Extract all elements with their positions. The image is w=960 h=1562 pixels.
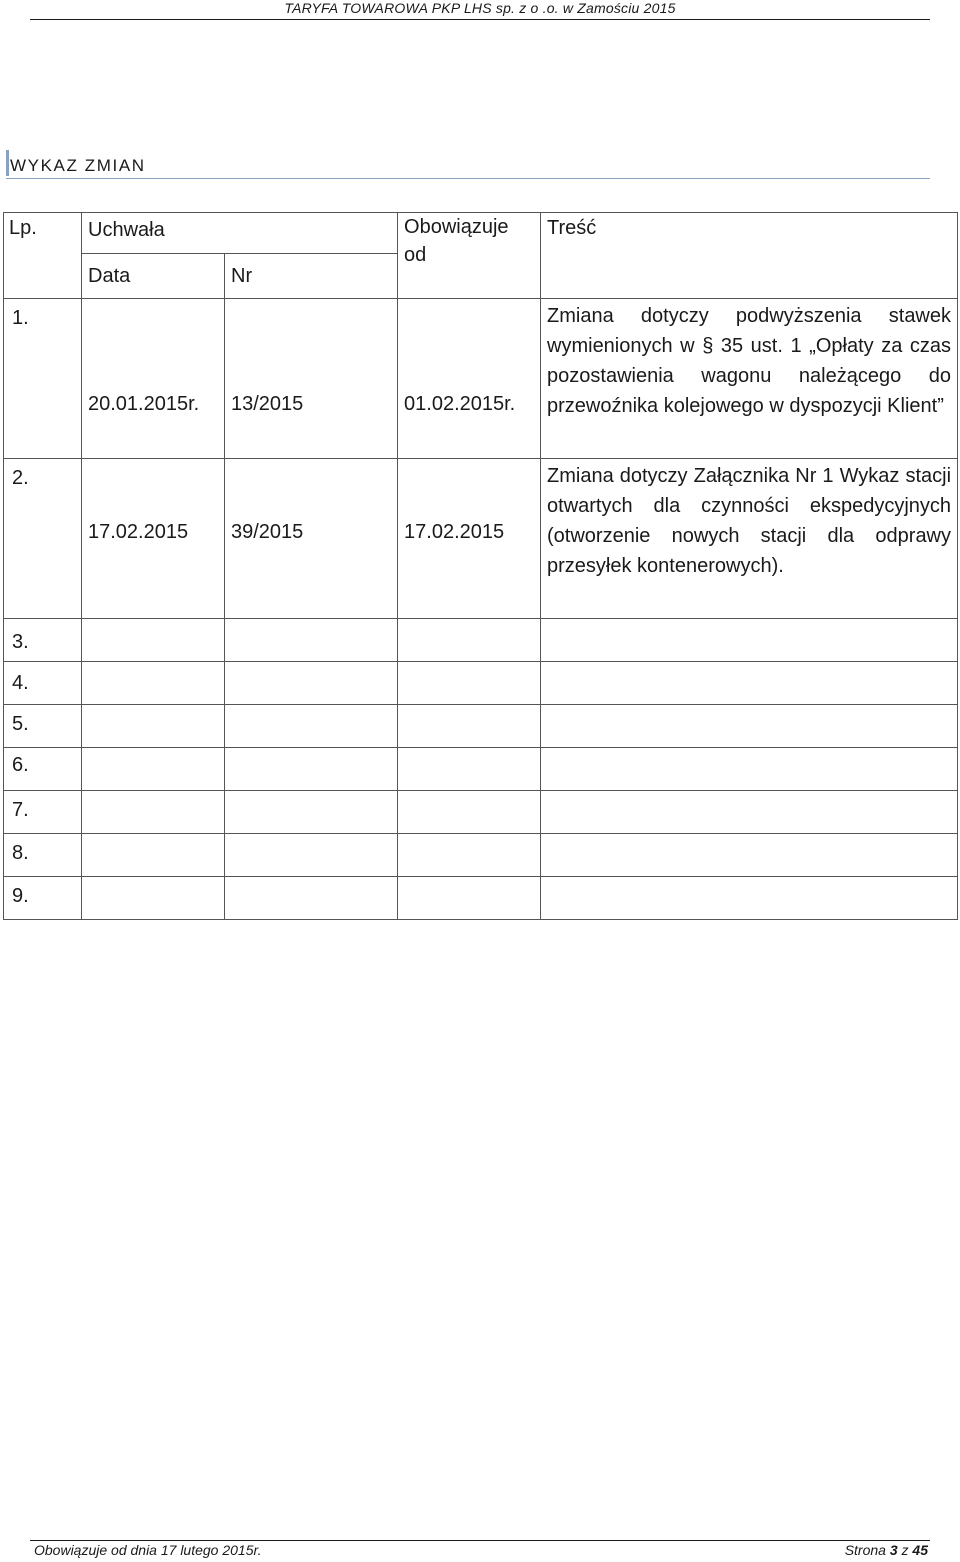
row-data — [82, 662, 225, 705]
row-nr — [225, 705, 398, 748]
row-lp: 4. — [4, 662, 82, 705]
row-tresc: Zmiana dotyczy podwyższenia stawek wymienionych w § 35 ust. 1 „Opłaty za czas pozostawienia wagonu należącego do przewoźnika kolejowego w dyspozycji Klient” — [541, 299, 958, 459]
row-tresc — [541, 662, 958, 705]
row-obowiazuje — [398, 877, 541, 920]
header-data: Data — [82, 254, 225, 298]
row-data — [82, 748, 225, 791]
page-total: 45 — [912, 1542, 928, 1558]
row-obowiazuje — [398, 791, 541, 834]
row-obowiazuje — [398, 662, 541, 705]
header-rule — [30, 19, 930, 20]
row-data — [82, 705, 225, 748]
header-uchwala-group — [82, 213, 398, 299]
page-sep: z — [901, 1542, 909, 1558]
table-row — [4, 299, 958, 459]
row-nr — [225, 877, 398, 920]
row-data — [82, 877, 225, 920]
section-heading-bar — [6, 150, 9, 176]
row-data: 17.02.2015 — [82, 459, 225, 619]
changes-table — [3, 212, 958, 920]
table-row — [4, 619, 958, 662]
table-row — [4, 662, 958, 705]
footer-effective-date: Obowiązuje od dnia 17 lutego 2015r. — [34, 1542, 262, 1558]
table-header-row — [4, 213, 958, 299]
row-tresc: Zmiana dotyczy Załącznika Nr 1 Wykaz stacji otwartych dla czynności ekspedycyjnych (otworzenie nowych stacji dla odprawy przesyłek kontenerowych). — [541, 459, 958, 619]
row-data — [82, 834, 225, 877]
row-nr — [225, 834, 398, 877]
row-tresc — [541, 619, 958, 662]
header-nr: Nr — [231, 265, 253, 287]
header-obowiazuje: Obowiązuje od — [398, 213, 541, 299]
running-header — [0, 0, 960, 16]
running-header-title: TARYFA TOWAROWA PKP LHS sp. z o .o. w Zamościu 2015 — [284, 0, 676, 16]
header-uchwala: Uchwała — [82, 213, 397, 254]
row-nr: 39/2015 — [225, 459, 398, 619]
footer-rule — [30, 1540, 930, 1541]
row-data: 20.01.2015r. — [82, 299, 225, 459]
footer-page-number — [845, 1542, 928, 1558]
row-tresc — [541, 705, 958, 748]
row-tresc — [541, 834, 958, 877]
row-data — [82, 791, 225, 834]
row-nr — [225, 791, 398, 834]
header-lp: Lp. — [4, 213, 82, 299]
row-obowiazuje — [398, 748, 541, 791]
section-heading — [6, 148, 930, 179]
section-heading-text: WYKAZ ZMIAN — [10, 156, 146, 175]
table-row — [4, 705, 958, 748]
row-data — [82, 619, 225, 662]
row-obowiazuje — [398, 619, 541, 662]
row-lp: 1. — [4, 299, 82, 459]
header-tresc: Treść — [541, 213, 958, 299]
row-obowiazuje: 01.02.2015r. — [398, 299, 541, 459]
header-uchwala-sub — [82, 254, 397, 298]
table-row — [4, 791, 958, 834]
page-prefix: Strona — [844, 1542, 886, 1558]
row-nr — [225, 662, 398, 705]
row-obowiazuje — [398, 705, 541, 748]
row-lp: 3. — [4, 619, 82, 662]
row-lp: 2. — [4, 459, 82, 619]
row-tresc — [541, 748, 958, 791]
row-obowiazuje — [398, 834, 541, 877]
table-row — [4, 748, 958, 791]
table-row — [4, 834, 958, 877]
row-nr — [225, 619, 398, 662]
row-nr — [225, 748, 398, 791]
row-tresc — [541, 791, 958, 834]
row-lp: 7. — [4, 791, 82, 834]
table-row — [4, 459, 958, 619]
page-current: 3 — [889, 1542, 898, 1558]
row-obowiazuje: 17.02.2015 — [398, 459, 541, 619]
row-lp: 5. — [4, 705, 82, 748]
row-tresc — [541, 877, 958, 920]
row-lp: 6. — [4, 748, 82, 791]
row-nr: 13/2015 — [225, 299, 398, 459]
row-lp: 9. — [4, 877, 82, 920]
row-lp: 8. — [4, 834, 82, 877]
table-row — [4, 877, 958, 920]
